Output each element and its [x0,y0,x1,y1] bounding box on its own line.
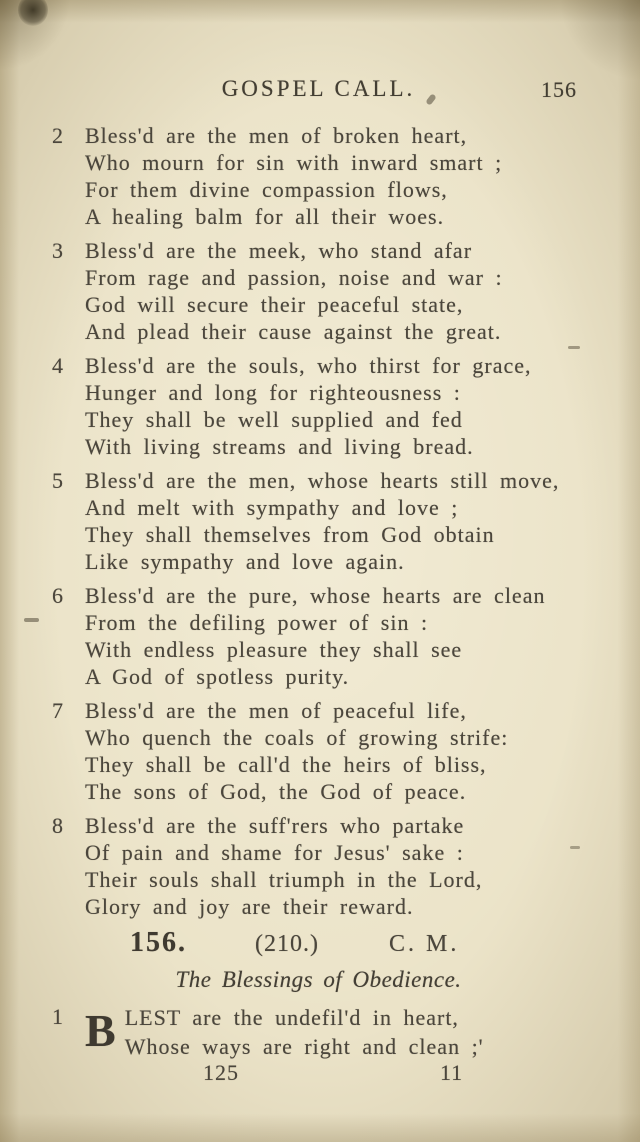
hymn-heading [52,927,585,965]
verse-line: Bless'd are the men, whose hearts still move, [85,468,560,493]
verse-number: 4 [52,353,63,378]
verse-number: 7 [52,698,63,723]
verse-line: Bless'd are the souls, who thirst for grace, [85,353,532,378]
verse-line: They shall be well supplied and fed [85,407,463,432]
verse-line: Bless'd are the pure, whose hearts are clean [85,583,546,608]
verse [52,122,585,230]
verse-line: A healing balm for all their woes. [85,204,445,229]
page-header [52,76,585,106]
verse-line: With endless pleasure they shall see [85,637,463,662]
verse-lines [85,467,585,575]
hymn-meter: C. M. [388,931,460,957]
verse [52,352,585,460]
verse-line: Their souls shall triumph in the Lord, [85,867,483,892]
verse-line: And melt with sympathy and love ; [85,495,459,520]
verse-lines [85,237,585,345]
signature-number: 11 [440,1060,464,1085]
verse-lines [85,1003,585,1061]
verse-line: Who quench the coals of growing strife: [85,725,509,750]
verse-line: With living streams and living bread. [85,434,474,459]
verse-line: God will secure their peaceful state, [85,292,464,317]
hymn-title: The Blessings of Obedience. [175,967,462,992]
verse-line: Whose ways are right and clean ;' [124,1034,484,1059]
verse-number: 5 [52,468,63,493]
verse [52,697,585,805]
verse-line: They shall themselves from God obtain [85,522,495,547]
verse-lines [85,812,585,920]
verse-line: From the defiling power of sin : [85,610,429,635]
verse [52,467,585,575]
verse [52,812,585,920]
verse-line: Of pain and shame for Jesus' sake : [85,840,464,865]
hymn-number: 156. [130,927,187,958]
verse-line: LEST are the undefil'd in heart, [124,1005,459,1030]
verse [52,237,585,345]
drop-cap: B [85,1005,116,1056]
catchword-number: 125 [203,1060,239,1085]
verse-lines [85,697,585,805]
verse-line: Like sympathy and love again. [85,549,405,574]
verse-line: From rage and passion, noise and war : [85,265,503,290]
verse-lines [85,582,585,690]
page-footer [0,1060,640,1090]
verse-line: And plead their cause against the great. [85,319,502,344]
verse-number: 8 [52,813,63,838]
verse-number: 2 [52,123,63,148]
verse-line: Bless'd are the men of broken heart, [85,123,468,148]
verse-line: For them divine compassion flows, [85,177,448,202]
verse-line: Bless'd are the meek, who stand afar [85,238,473,263]
verse-line: Glory and joy are their reward. [85,894,414,919]
verse-lines [85,122,585,230]
running-title: GOSPEL CALL. [221,76,416,101]
verse-number: 1 [52,1004,63,1029]
hymn-reference: (210.) [255,931,319,957]
verse-lines [85,352,585,460]
verse-line: Bless'd are the men of peaceful life, [85,698,467,723]
verse-line: A God of spotless purity. [85,664,350,689]
page-number: 156 [541,77,577,102]
verse-number: 6 [52,583,63,608]
verse-line: They shall be call'd the heirs of bliss, [85,752,487,777]
verses-section [52,122,585,920]
verse [52,582,585,690]
first-verse [52,1003,585,1061]
verse-line: The sons of God, the God of peace. [85,779,467,804]
verse-number: 3 [52,238,63,263]
verse-line: Who mourn for sin with inward smart ; [85,150,503,175]
verse-line: Bless'd are the suff'rers who partake [85,813,465,838]
verse-line: Hunger and long for righteousness : [85,380,461,405]
